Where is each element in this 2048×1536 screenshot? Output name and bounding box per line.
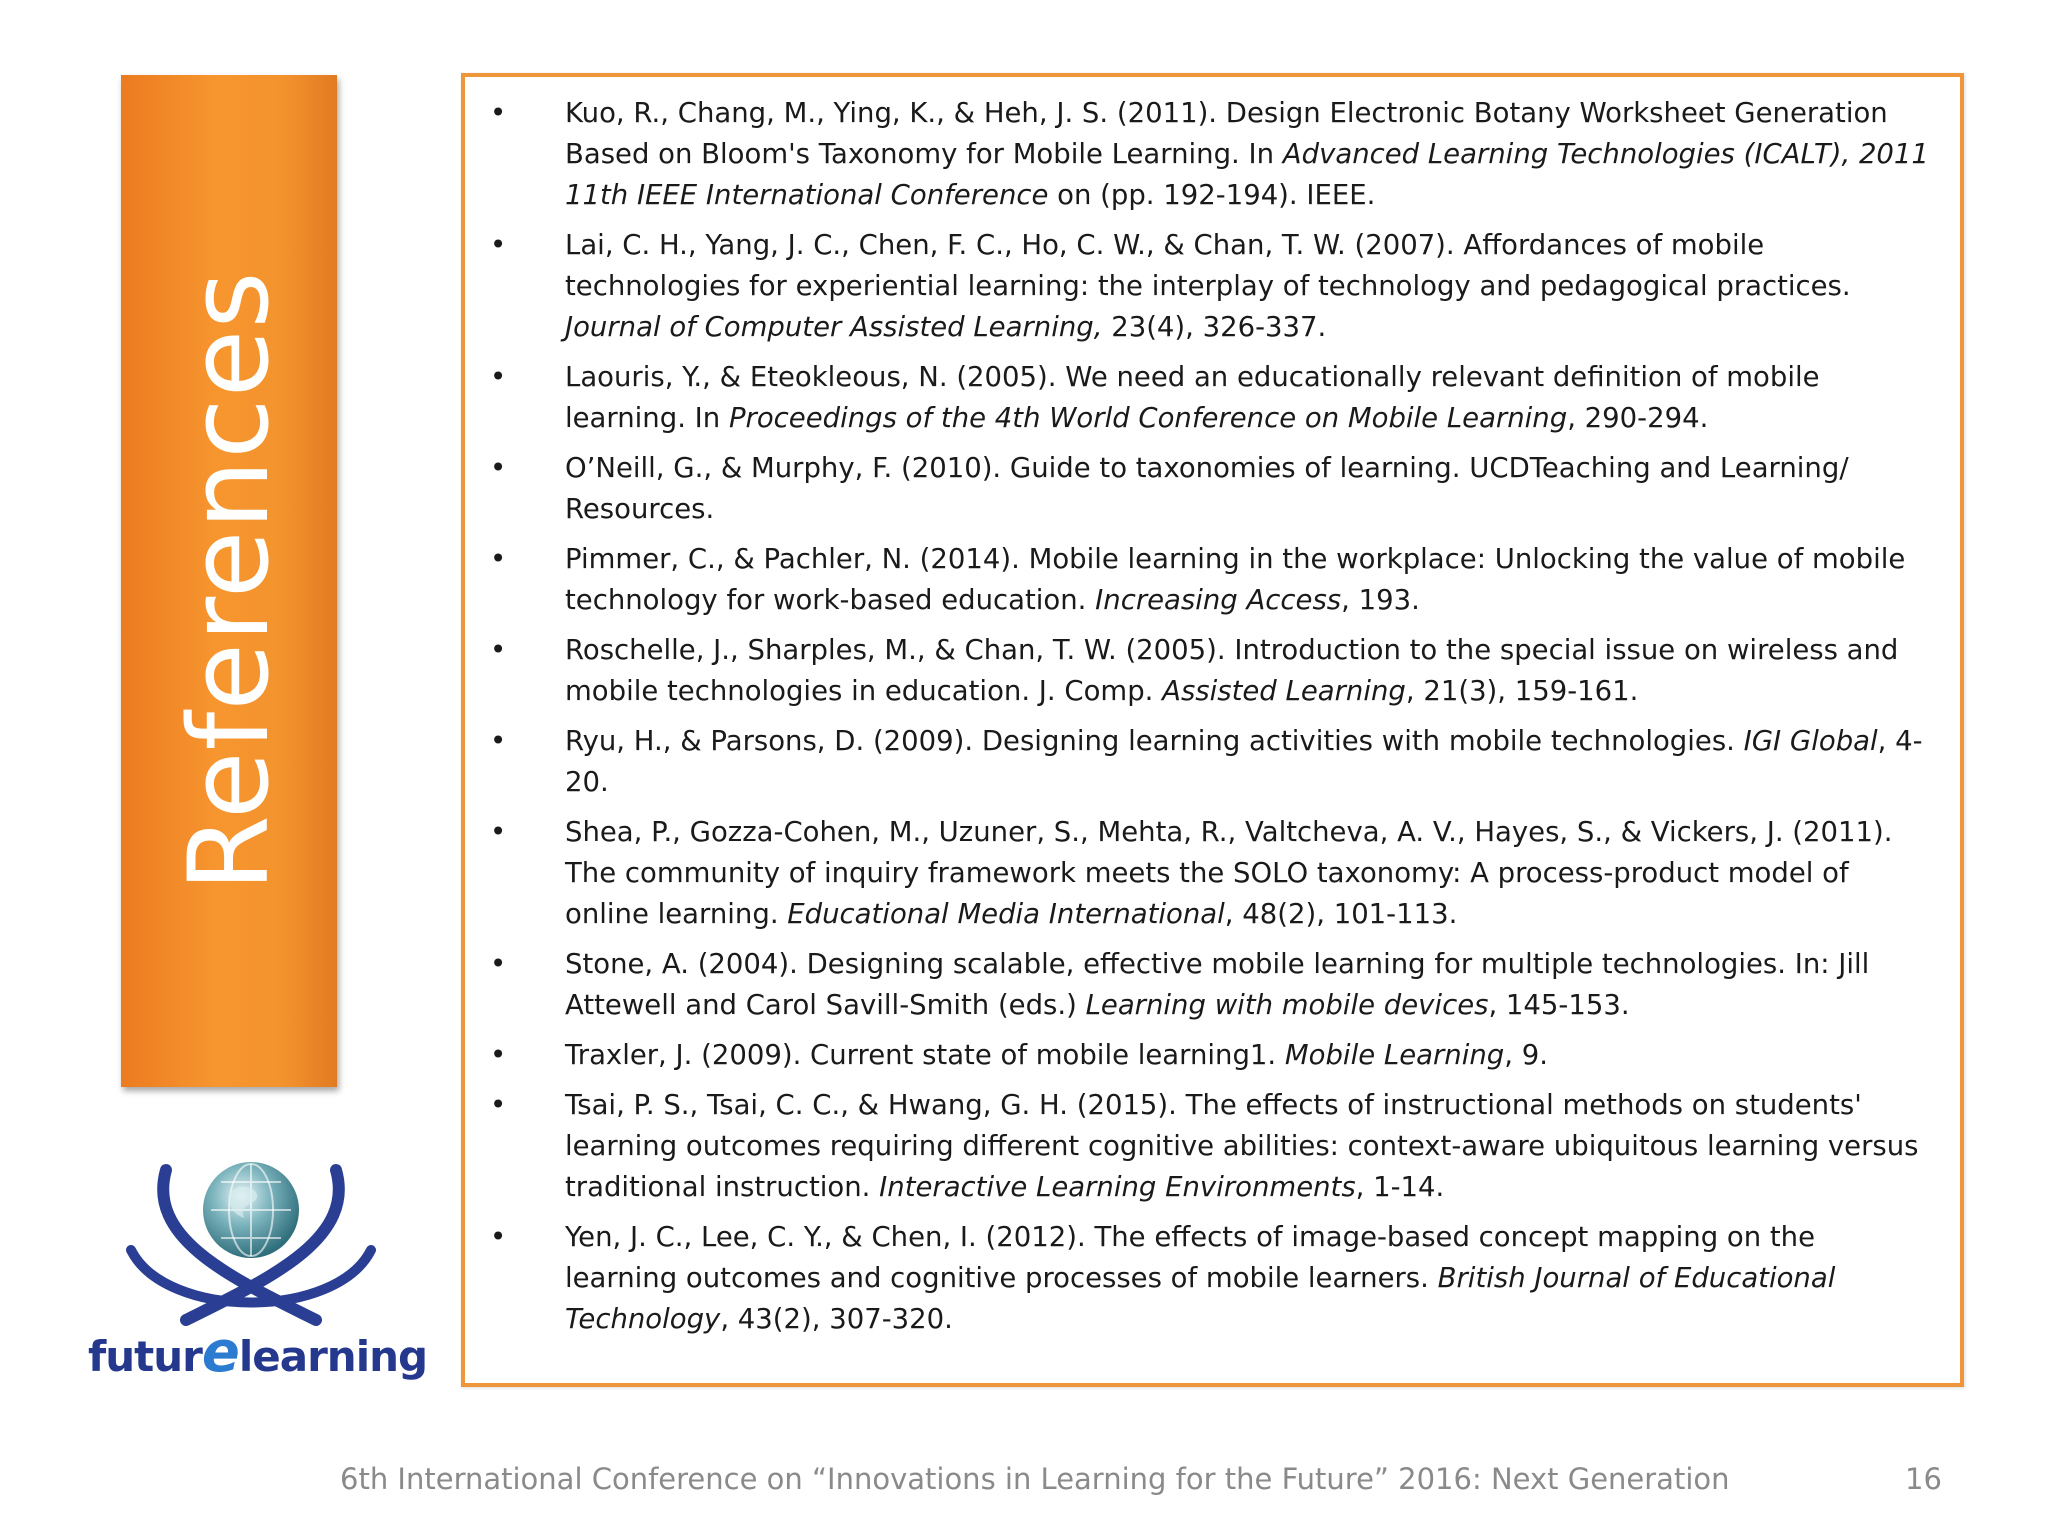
- page-number: 16: [1905, 1462, 1942, 1496]
- bullet-icon: •: [490, 816, 507, 848]
- reference-item: [490, 630, 1930, 712]
- reference-text: , 193.: [1341, 584, 1420, 616]
- bullet-icon: •: [490, 97, 507, 129]
- reference-text: Pimmer, C., & Pachler, N. (2014). Mobile learning in the workplace: Unlocking the value of mobile technology for work-based education.: [565, 543, 1906, 616]
- reference-source: Journal of Computer Assisted Learning,: [565, 311, 1103, 343]
- bullet-icon: •: [490, 361, 507, 393]
- bullet-icon: •: [490, 1221, 507, 1253]
- reference-text: 23(4), 326-337.: [1102, 311, 1327, 343]
- reference-item: [490, 721, 1930, 803]
- futurelearning-logo: [88, 1150, 428, 1395]
- footer-text: 6th International Conference on “Innovations in Learning for the Future” 2016: Next Generation: [340, 1462, 1730, 1496]
- reference-item: [490, 1217, 1930, 1340]
- reference-source: British Journal of Educational Technology: [565, 1262, 1836, 1335]
- reference-item: [490, 1035, 1930, 1076]
- reference-text: O’Neill, G., & Murphy, F. (2010). Guide to taxonomies of learning. UCDTeaching and Learning/ Resources.: [565, 452, 1849, 525]
- reference-text: Kuo, R., Chang, M., Ying, K., & Heh, J. S. (2011). Design Electronic Botany Worksheet Generation Based on Bloom's Taxonomy for Mobile Learning. In: [565, 97, 1888, 170]
- logo-text-e: e: [201, 1320, 239, 1385]
- reference-source: Mobile Learning: [1284, 1039, 1505, 1071]
- reference-text: Ryu, H., & Parsons, D. (2009). Designing learning activities with mobile technologies.: [565, 725, 1744, 757]
- reference-text: , 4-20.: [565, 725, 1923, 798]
- reference-source: Learning with mobile devices: [1085, 989, 1489, 1021]
- reference-source: Interactive Learning Environments: [879, 1171, 1356, 1203]
- globe-icon: [126, 1150, 376, 1330]
- reference-item: [490, 539, 1930, 621]
- reference-text: Lai, C. H., Yang, J. C., Chen, F. C., Ho, C. W., & Chan, T. W. (2007). Affordances of mobile technologies for experiential learning: the interplay of technology and pedagogical practices.: [565, 229, 1851, 302]
- logo-text-learning: learning: [238, 1332, 428, 1381]
- logo-text-futur: futur: [88, 1332, 202, 1381]
- reference-source: Assisted Learning: [1162, 675, 1406, 707]
- reference-item: [490, 448, 1930, 530]
- reference-text: , 21(3), 159-161.: [1405, 675, 1639, 707]
- reference-text: Yen, J. C., Lee, C. Y., & Chen, I. (2012). The effects of image-based concept mapping on the learning outcomes and cognitive processes of mobile learners.: [565, 1221, 1816, 1294]
- bullet-icon: •: [490, 634, 507, 666]
- reference-item: [490, 1085, 1930, 1208]
- reference-source: Increasing Access: [1095, 584, 1342, 616]
- reference-text: Traxler, J. (2009). Current state of mobile learning1.: [565, 1039, 1285, 1071]
- title-bar: [121, 75, 337, 1087]
- reference-source: Proceedings of the 4th World Conference on Mobile Learning: [728, 402, 1568, 434]
- reference-text: , 290-294.: [1567, 402, 1709, 434]
- reference-text: Roschelle, J., Sharples, M., & Chan, T. W. (2005). Introduction to the special issue on wireless and mobile technologies in education. J. Comp.: [565, 634, 1899, 707]
- reference-text: Laouris, Y., & Eteokleous, N. (2005). We need an educationally relevant definition of mobile learning. In: [565, 361, 1820, 434]
- reference-source: IGI Global: [1743, 725, 1878, 757]
- bullet-icon: •: [490, 543, 507, 575]
- bullet-icon: •: [490, 452, 507, 484]
- reference-text: , 145-153.: [1488, 989, 1630, 1021]
- reference-item: [490, 944, 1930, 1026]
- reference-text: Stone, A. (2004). Designing scalable, effective mobile learning for multiple technologies. In: Jill Attewell and Carol Savill-Smith (eds.): [565, 948, 1870, 1021]
- reference-item: [490, 812, 1930, 935]
- reference-text: Tsai, P. S., Tsai, C. C., & Hwang, G. H. (2015). The effects of instructional methods on students' learning outcomes requiring different cognitive abilities: context-aware ubiquitous learning versus traditional instruction.: [565, 1089, 1919, 1203]
- reference-text: on (pp. 192-194). IEEE.: [1048, 179, 1376, 211]
- reference-text: , 43(2), 307-320.: [720, 1303, 953, 1335]
- bullet-icon: •: [490, 1039, 507, 1071]
- reference-source: Educational Media International: [787, 898, 1225, 930]
- reference-text: Shea, P., Gozza-Cohen, M., Uzuner, S., Mehta, R., Valtcheva, A. V., Hayes, S., & Vickers, J. (2011). The community of inquiry framework meets the SOLO taxonomy: A process-product model of online learning.: [565, 816, 1893, 930]
- logo-text: [88, 1320, 428, 1385]
- reference-source: Advanced Learning Technologies (ICALT), 2011 11th IEEE International Conference: [565, 138, 1929, 211]
- reference-text: , 48(2), 101-113.: [1224, 898, 1458, 930]
- reference-item: [490, 225, 1930, 348]
- reference-text: , 9.: [1504, 1039, 1548, 1071]
- reference-text: , 1-14.: [1355, 1171, 1445, 1203]
- slide-title: References: [165, 270, 293, 892]
- bullet-icon: •: [490, 1089, 507, 1121]
- references-box: [461, 73, 1964, 1387]
- reference-item: [490, 357, 1930, 439]
- bullet-icon: •: [490, 725, 507, 757]
- references-list: [465, 77, 1960, 1340]
- reference-item: [490, 93, 1930, 216]
- bullet-icon: •: [490, 948, 507, 980]
- bullet-icon: •: [490, 229, 507, 261]
